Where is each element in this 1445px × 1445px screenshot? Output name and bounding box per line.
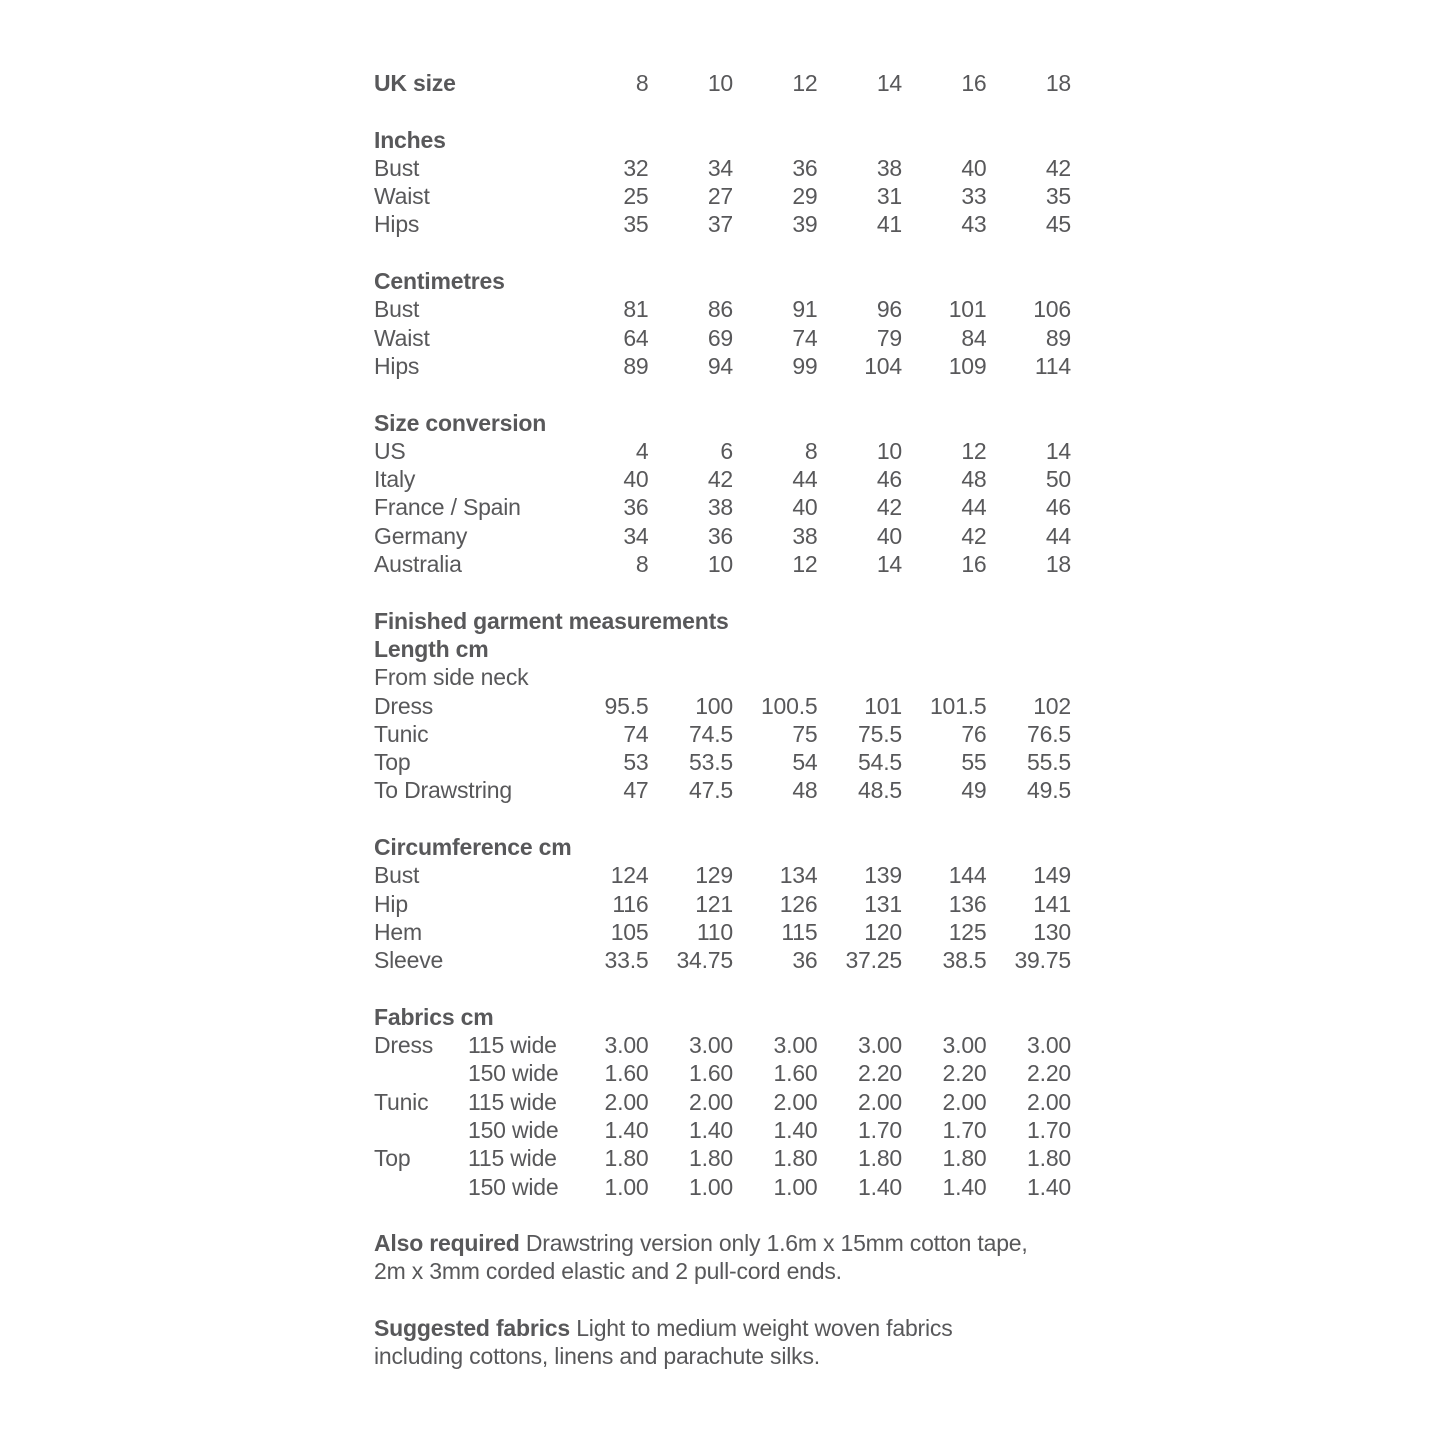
section-title: Centimetres xyxy=(374,268,505,295)
garment-label: Tunic xyxy=(374,1088,429,1115)
cell-value: 44 xyxy=(792,466,818,493)
table-row xyxy=(374,295,1071,323)
cell-value: 74 xyxy=(792,324,818,351)
cell-value: 139 xyxy=(864,862,902,889)
cell-value: 37.25 xyxy=(845,947,902,974)
cell-value: 136 xyxy=(948,890,987,917)
fabric-width-label: 150 wide xyxy=(468,1060,559,1087)
cell-value: 125 xyxy=(948,918,987,945)
row-label-text: To Drawstring xyxy=(374,777,512,804)
cell-value: 29 xyxy=(792,183,818,210)
note-paragraph xyxy=(374,1229,1174,1286)
cell-value: 38 xyxy=(792,522,818,549)
cell-value: 2.00 xyxy=(604,1088,649,1115)
table-row xyxy=(374,550,1071,578)
cell-value: 76 xyxy=(961,720,987,747)
cell-value: 2.20 xyxy=(1027,1060,1071,1087)
cell-value: 96 xyxy=(876,296,902,323)
garment-label: Top xyxy=(374,1145,411,1172)
cell-value: 42 xyxy=(707,466,733,493)
cell-value: 31 xyxy=(876,183,902,210)
table-row xyxy=(374,946,1071,974)
cell-value: 54.5 xyxy=(858,749,902,776)
row-label xyxy=(374,692,564,720)
section-title: Finished garment measurements xyxy=(374,607,729,634)
cell-value: 55 xyxy=(961,749,987,776)
cell-value: 124 xyxy=(610,862,649,889)
cell-value: 38 xyxy=(876,154,902,181)
cell-value: 49 xyxy=(961,777,987,804)
cell-value: 1.00 xyxy=(689,1173,733,1200)
cell-value: 94 xyxy=(707,352,733,379)
cell-value: 106 xyxy=(1033,296,1071,323)
cell-value: 1.80 xyxy=(689,1145,733,1172)
cell-value: 76.5 xyxy=(1027,720,1071,747)
table-row xyxy=(374,154,1071,182)
cell-value: 14 xyxy=(876,551,902,578)
row-label xyxy=(374,776,564,804)
cell-value: 120 xyxy=(864,918,902,945)
cell-value: 74 xyxy=(623,720,649,747)
section-title: Fabrics cm xyxy=(374,1003,494,1030)
section-title: Circumference cm xyxy=(374,834,572,861)
cell-value: 1.00 xyxy=(773,1173,818,1200)
cell-value: 126 xyxy=(779,890,818,917)
cell-value: 141 xyxy=(1033,890,1071,917)
section-title: Length cm xyxy=(374,635,489,662)
cell-value: 40 xyxy=(792,494,818,521)
cell-value: 1.70 xyxy=(942,1116,987,1143)
cell-value: 8 xyxy=(635,551,649,578)
table-row xyxy=(374,1144,1071,1172)
cell-value: 34.75 xyxy=(676,947,733,974)
cell-value: 134 xyxy=(779,862,818,889)
fabric-width-label: 115 wide xyxy=(468,1088,557,1115)
cell-value: 43 xyxy=(961,211,987,238)
cell-value: 115 xyxy=(781,918,818,945)
cell-value: 1.60 xyxy=(773,1060,818,1087)
cell-value: 14 xyxy=(1045,437,1071,464)
cell-value: 54 xyxy=(792,749,818,776)
cell-value: 47 xyxy=(623,777,649,804)
row-label-text: Germany xyxy=(374,522,468,549)
cell-value: 1.00 xyxy=(604,1173,649,1200)
row-label xyxy=(374,918,564,946)
cell-value: 6 xyxy=(720,437,733,464)
row-label xyxy=(374,1031,564,1059)
row-label-text: Waist xyxy=(374,183,430,210)
cell-value: 42 xyxy=(876,494,902,521)
cell-value: 12 xyxy=(792,551,818,578)
row-label xyxy=(374,1116,564,1144)
row-label xyxy=(374,550,564,578)
row-label xyxy=(374,1173,564,1201)
cell-value: 2.00 xyxy=(689,1088,733,1115)
cell-value: 95.5 xyxy=(604,692,649,719)
fabric-width-label: 115 wide xyxy=(468,1032,557,1059)
cell-value: 36 xyxy=(623,494,649,521)
cell-value: 10 xyxy=(707,70,733,96)
cell-value: 84 xyxy=(961,324,987,351)
cell-value: 49.5 xyxy=(1027,777,1071,804)
note-line: Drawstring version only 1.6m x 15mm cotton tape, xyxy=(525,1230,1028,1257)
cell-value: 53.5 xyxy=(689,749,733,776)
cell-value: 40 xyxy=(623,466,649,493)
cell-value: 1.40 xyxy=(773,1116,818,1143)
row-label xyxy=(374,748,564,776)
cell-value: 48 xyxy=(961,466,987,493)
cell-value: 39 xyxy=(792,211,818,238)
row-label-text: US xyxy=(374,437,406,464)
table-row xyxy=(374,69,1071,97)
cell-value: 1.80 xyxy=(858,1145,902,1172)
cell-value: 38.5 xyxy=(942,947,987,974)
cell-value: 2.20 xyxy=(942,1060,987,1087)
table-row xyxy=(374,1116,1071,1144)
row-label xyxy=(374,946,564,974)
cell-value: 40 xyxy=(961,154,987,181)
cell-value: 40 xyxy=(876,522,902,549)
table-row xyxy=(374,522,1071,550)
cell-value: 144 xyxy=(948,862,987,889)
row-label-text: Italy xyxy=(374,466,416,493)
row-label-text: Dress xyxy=(374,692,434,719)
row-label-text: Tunic xyxy=(374,720,429,747)
cell-value: 3.00 xyxy=(773,1032,818,1059)
cell-value: 114 xyxy=(1034,352,1071,379)
cell-value: 75.5 xyxy=(858,720,902,747)
section-title: Size conversion xyxy=(374,409,547,436)
table-row xyxy=(374,890,1071,918)
cell-value: 44 xyxy=(1045,522,1071,549)
cell-value: 130 xyxy=(1033,918,1071,945)
cell-value: 55.5 xyxy=(1027,749,1071,776)
note-paragraph xyxy=(374,1314,1174,1371)
table-section xyxy=(374,267,1071,380)
note-line: Light to medium weight woven fabrics xyxy=(576,1315,953,1342)
cell-value: 46 xyxy=(1045,494,1071,521)
row-label-text: Sleeve xyxy=(374,947,444,974)
row-label xyxy=(374,522,564,550)
table-row xyxy=(374,720,1071,748)
cell-value: 1.40 xyxy=(942,1173,987,1200)
table-section xyxy=(374,607,1071,805)
row-label-text: UK size xyxy=(374,70,456,96)
table-row xyxy=(374,1088,1071,1116)
row-label xyxy=(374,154,564,182)
cell-value: 1.40 xyxy=(689,1116,733,1143)
cell-value: 53 xyxy=(623,749,649,776)
cell-value: 101 xyxy=(864,692,902,719)
row-label xyxy=(374,352,564,380)
cell-value: 1.80 xyxy=(1027,1145,1071,1172)
cell-value: 39.75 xyxy=(1014,947,1071,974)
row-label-text: Top xyxy=(374,749,411,776)
row-label xyxy=(374,1059,564,1087)
cell-value: 42 xyxy=(961,522,987,549)
cell-value: 1.80 xyxy=(773,1145,818,1172)
fabric-width-label: 150 wide xyxy=(468,1173,559,1200)
cell-value: 109 xyxy=(948,352,987,379)
cell-value: 100 xyxy=(695,692,733,719)
cell-value: 12 xyxy=(792,70,818,96)
row-label xyxy=(374,210,564,238)
cell-value: 75 xyxy=(792,720,818,747)
garment-label: Dress xyxy=(374,1032,434,1059)
cell-value: 36 xyxy=(792,154,818,181)
note-line: including cottons, linens and parachute silks. xyxy=(374,1343,820,1370)
row-label xyxy=(374,861,564,889)
row-label-text: Hips xyxy=(374,211,420,238)
row-label xyxy=(374,890,564,918)
cell-value: 131 xyxy=(864,890,902,917)
cell-value: 33.5 xyxy=(604,947,649,974)
row-label-text: Australia xyxy=(374,551,462,578)
table-row xyxy=(374,692,1071,720)
table-section xyxy=(374,833,1071,974)
cell-value: 50 xyxy=(1045,466,1071,493)
cell-value: 32 xyxy=(623,154,649,181)
cell-value: 1.60 xyxy=(689,1060,733,1087)
cell-value: 42 xyxy=(1045,154,1071,181)
note-line: 2m x 3mm corded elastic and 2 pull-cord ends. xyxy=(374,1258,842,1285)
cell-value: 74.5 xyxy=(689,720,733,747)
cell-value: 46 xyxy=(876,466,902,493)
cell-value: 149 xyxy=(1033,862,1071,889)
cell-value: 25 xyxy=(623,183,649,210)
cell-value: 2.00 xyxy=(773,1088,818,1115)
table-section xyxy=(374,409,1071,579)
cell-value: 102 xyxy=(1033,692,1071,719)
table-row xyxy=(374,1031,1071,1059)
cell-value: 89 xyxy=(623,352,649,379)
cell-value: 79 xyxy=(876,324,902,351)
table-row xyxy=(374,352,1071,380)
cell-value: 8 xyxy=(635,70,649,96)
table-row xyxy=(374,465,1071,493)
cell-value: 3.00 xyxy=(1027,1032,1071,1059)
cell-value: 18 xyxy=(1045,70,1071,96)
cell-value: 48.5 xyxy=(858,777,902,804)
cell-value: 1.40 xyxy=(604,1116,649,1143)
cell-value: 2.00 xyxy=(942,1088,987,1115)
row-label-text: Waist xyxy=(374,324,430,351)
cell-value: 14 xyxy=(876,70,902,96)
cell-value: 1.40 xyxy=(1027,1173,1071,1200)
cell-value: 10 xyxy=(707,551,733,578)
cell-value: 41 xyxy=(876,211,902,238)
row-label xyxy=(374,324,564,352)
table-row xyxy=(374,493,1071,521)
cell-value: 99 xyxy=(792,352,818,379)
cell-value: 121 xyxy=(695,890,733,917)
table-row xyxy=(374,437,1071,465)
cell-value: 47.5 xyxy=(689,777,733,804)
cell-value: 36 xyxy=(707,522,733,549)
cell-value: 45 xyxy=(1045,211,1071,238)
row-label xyxy=(374,437,564,465)
note-lead: Suggested fabrics xyxy=(374,1315,570,1342)
fabric-width-label: 150 wide xyxy=(468,1116,559,1143)
cell-value: 38 xyxy=(707,494,733,521)
table-row xyxy=(374,861,1071,889)
table-row xyxy=(374,776,1071,804)
cell-value: 35 xyxy=(1045,183,1071,210)
cell-value: 86 xyxy=(707,296,733,323)
cell-value: 101.5 xyxy=(929,692,987,719)
cell-value: 89 xyxy=(1045,324,1071,351)
row-label-text: Hem xyxy=(374,918,422,945)
section-title: Inches xyxy=(374,126,446,153)
row-label xyxy=(374,69,564,97)
table-row xyxy=(374,748,1071,776)
table-row xyxy=(374,324,1071,352)
cell-value: 3.00 xyxy=(689,1032,733,1059)
cell-value: 10 xyxy=(876,437,902,464)
cell-value: 2.20 xyxy=(858,1060,902,1087)
cell-value: 18 xyxy=(1045,551,1071,578)
cell-value: 116 xyxy=(612,890,649,917)
cell-value: 2.00 xyxy=(1027,1088,1071,1115)
cell-value: 8 xyxy=(804,437,818,464)
row-label xyxy=(374,295,564,323)
size-table xyxy=(374,69,1071,1201)
table-section xyxy=(374,1003,1071,1201)
row-label xyxy=(374,1144,564,1172)
note-lead: Also required xyxy=(374,1230,520,1257)
cell-value: 101 xyxy=(948,296,987,323)
cell-value: 44 xyxy=(961,494,987,521)
cell-value: 36 xyxy=(792,947,818,974)
cell-value: 64 xyxy=(623,324,649,351)
cell-value: 16 xyxy=(961,551,987,578)
cell-value: 37 xyxy=(707,211,733,238)
row-label-text: Bust xyxy=(374,154,420,181)
row-label xyxy=(374,1088,564,1116)
cell-value: 69 xyxy=(707,324,733,351)
row-label-text: Bust xyxy=(374,862,420,889)
row-label-text: Hips xyxy=(374,352,420,379)
cell-value: 1.80 xyxy=(604,1145,649,1172)
table-row xyxy=(374,1059,1071,1087)
notes xyxy=(374,1229,1174,1370)
cell-value: 1.80 xyxy=(942,1145,987,1172)
row-label-text: Hip xyxy=(374,890,408,917)
fabric-width-label: 115 wide xyxy=(468,1145,557,1172)
cell-value: 4 xyxy=(635,437,649,464)
cell-value: 105 xyxy=(610,918,649,945)
cell-value: 1.70 xyxy=(1027,1116,1071,1143)
table-row xyxy=(374,1173,1071,1201)
cell-value: 33 xyxy=(961,183,987,210)
cell-value: 12 xyxy=(961,437,987,464)
cell-value: 81 xyxy=(623,296,649,323)
cell-value: 16 xyxy=(961,70,987,96)
cell-value: 2.00 xyxy=(858,1088,902,1115)
cell-value: 34 xyxy=(707,154,733,181)
cell-value: 27 xyxy=(707,183,733,210)
cell-value: 34 xyxy=(623,522,649,549)
cell-value: 91 xyxy=(792,296,818,323)
cell-value: 3.00 xyxy=(858,1032,902,1059)
section-subtitle: From side neck xyxy=(374,664,529,691)
row-label xyxy=(374,720,564,748)
cell-value: 110 xyxy=(696,918,733,945)
cell-value: 129 xyxy=(695,862,733,889)
cell-value: 3.00 xyxy=(942,1032,987,1059)
cell-value: 1.60 xyxy=(604,1060,649,1087)
row-label xyxy=(374,493,564,521)
row-label xyxy=(374,182,564,210)
table-row xyxy=(374,210,1071,238)
table-row xyxy=(374,918,1071,946)
cell-value: 100.5 xyxy=(760,692,818,719)
cell-value: 1.70 xyxy=(858,1116,902,1143)
cell-value: 104 xyxy=(864,352,902,379)
row-label-text: France / Spain xyxy=(374,494,521,521)
row-label xyxy=(374,465,564,493)
table-row xyxy=(374,182,1071,210)
cell-value: 1.40 xyxy=(858,1173,902,1200)
cell-value: 3.00 xyxy=(604,1032,649,1059)
cell-value: 48 xyxy=(792,777,818,804)
cell-value: 35 xyxy=(623,211,649,238)
table-section xyxy=(374,126,1071,239)
row-label-text: Bust xyxy=(374,296,420,323)
